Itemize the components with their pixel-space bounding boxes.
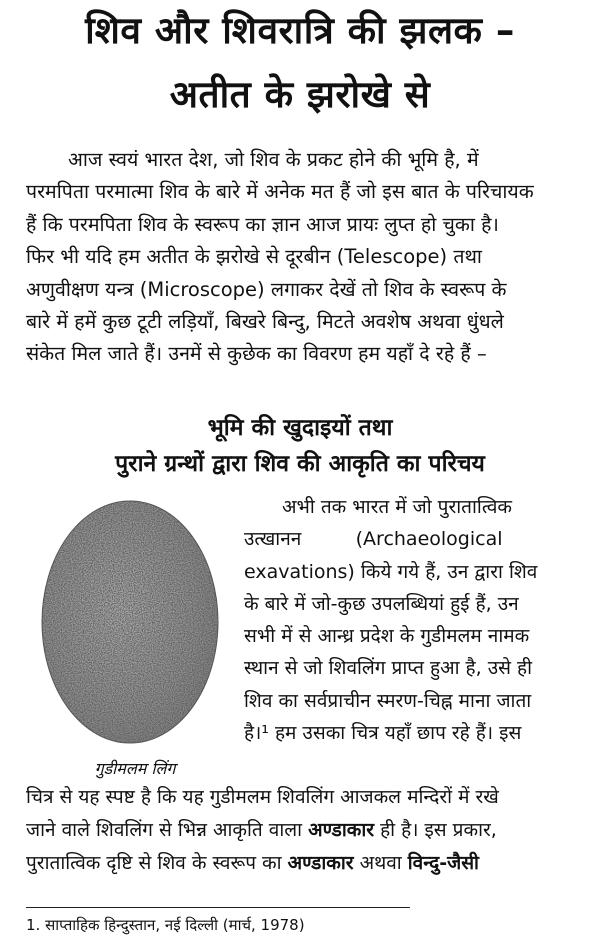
paragraph-line: exavations) किये गये हैं, उन द्वारा शिव (244, 560, 538, 583)
paragraph-line (26, 847, 578, 880)
section-heading-line2: पुराने ग्रन्थों द्वारा शिव की आकृति का परिचय (115, 451, 485, 477)
image-caption: गुडीमलम लिंग (94, 759, 176, 778)
paragraph-line: है।¹ हम उसका चित्र यहाँ छाप रहे हैं। इस (244, 722, 522, 745)
linga-illustration (38, 498, 224, 748)
side-paragraph (244, 491, 578, 749)
paragraph-line: स्थान से जो शिवलिंग प्राप्त हुआ है, उसे ही (244, 657, 533, 680)
paragraph-line: सभी में से आन्ध्र प्रदेश के गुडीमलम नामक (244, 625, 530, 648)
paragraph-line (26, 814, 578, 847)
paragraph-line: बारे में हमें कुछ टूटी लड़ियाँ, बिखरे बिन्दु, मिटते अवशेष अथवा धुंधले (26, 310, 504, 334)
paragraph-line: आज स्वयं भारत देश, जो शिव के प्रकट होने की भूमि है, में (68, 148, 479, 171)
bold-term: अण्डाकार (287, 852, 354, 874)
paragraph-line: चित्र से यह स्पष्ट है कि यह गुडीमलम शिवलिंग आजकल मन्दिरों में रखे (26, 786, 499, 808)
paragraph-line: शिव का सर्वप्राचीन स्मरण-चिह्न माना जाता (244, 689, 532, 712)
text-run: ही है। इस प्रकार, (374, 819, 497, 841)
footnote-divider (26, 907, 410, 908)
text-run: जाने वाले शिवलिंग से भिन्न आकृति वाला (26, 819, 309, 841)
paragraph-line: परमपिता परमात्मा शिव के बारे में अनेक मत हैं जो इस बात के परिचायक (26, 180, 534, 204)
paragraph-line: संकेत मिल जाते हैं। उनमें से कुछेक का विवरण हम यहाँ दे रहे हैं – (26, 342, 487, 366)
gudimallam-linga-image (38, 498, 224, 748)
paragraph-line: उत्खानन (Archaeological (244, 528, 503, 551)
text-run: अथवा (353, 852, 408, 874)
paragraph-line: हैं कि परमपिता शिव के स्वरूप का ज्ञान आज प्रायः लुप्त हो चुका है। (26, 212, 499, 236)
page-title-line2: अतीत के झरोखे से (169, 73, 431, 116)
paragraph-line: के बारे में जो-कुछ उपलब्धियां हुई हैं, उन (244, 592, 519, 615)
bold-term: अण्डाकार (308, 819, 375, 841)
continuation-paragraph (26, 781, 578, 880)
page-title: शिव और शिवरात्रि की झलक – (85, 9, 515, 52)
text-run: पुरातात्विक दृष्टि से शिव के स्वरूप का (26, 852, 288, 874)
paragraph-line: अभी तक भारत में जो पुरातात्विक (282, 496, 513, 518)
section-heading: भूमि की खुदाइयों तथा (207, 415, 393, 441)
intro-paragraph (26, 144, 578, 371)
footnote: 1. साप्ताहिक हिन्दुस्तान, नई दिल्ली (मार्च, 1978) (26, 916, 305, 934)
paragraph-line: फिर भी यदि हम अतीत के झरोखे से दूरबीन (Telescope) तथा (26, 245, 482, 269)
bold-term: विन्दु-जैसी (407, 852, 479, 874)
paragraph-line: अणुवीक्षण यन्त्र (Microscope) लगाकर देखें तो शिव के स्वरूप के (26, 277, 507, 301)
